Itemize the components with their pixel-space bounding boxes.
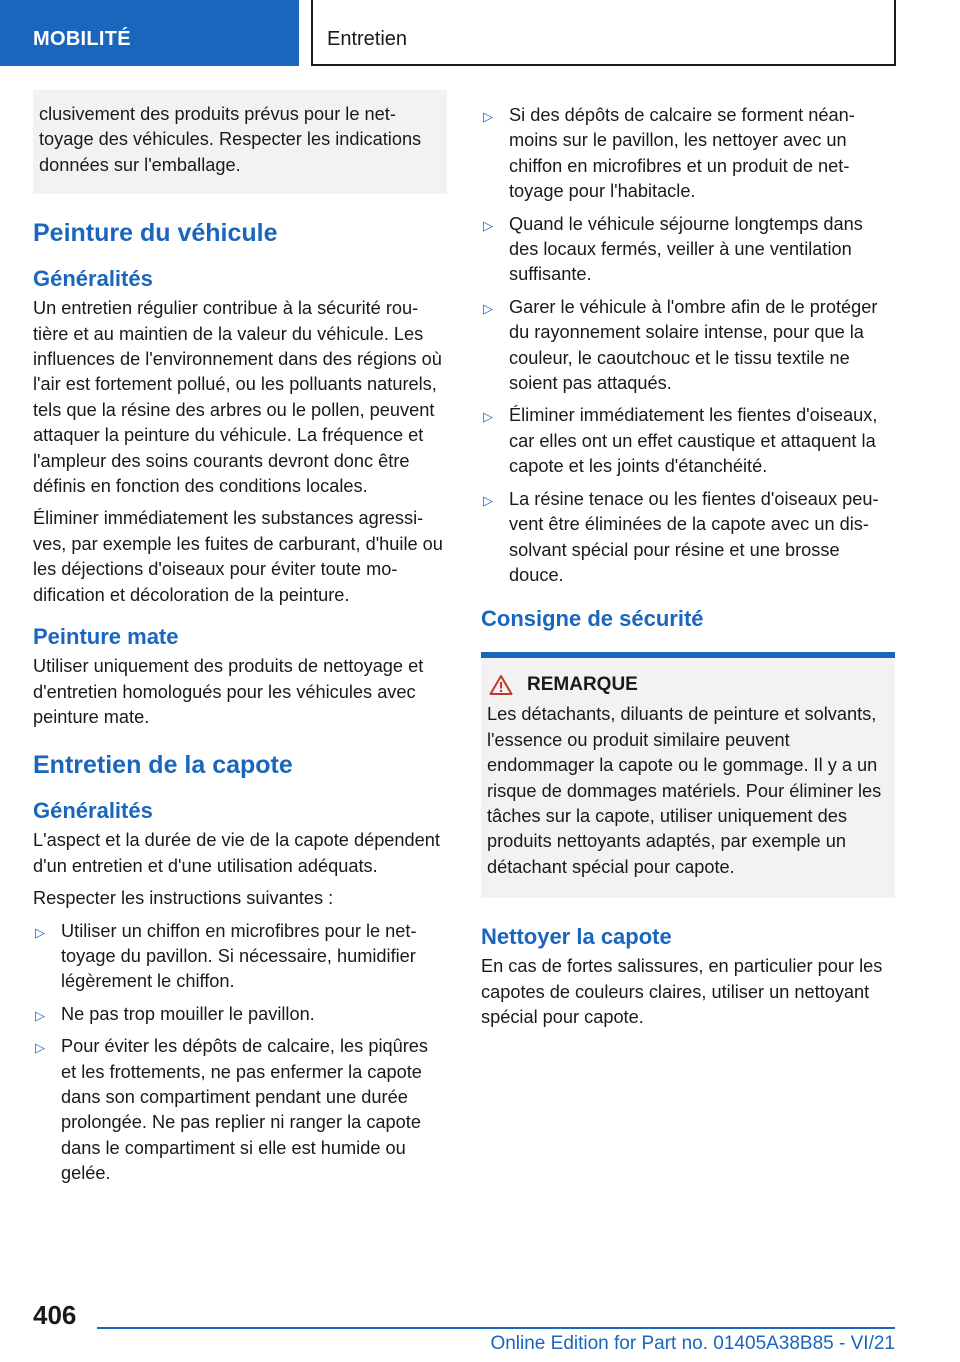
triangle-bullet-icon: ▷: [35, 1040, 45, 1056]
list-item: ▷ Quand le véhicule séjourne longtemps dans des locaux fermés, veiller à une ventilation suffisante.: [483, 213, 863, 285]
list-item: ▷ Pour éviter les dépôts de calcaire, les piqûres et les frottements, ne pas enfermer la capote dans son compartiment pendant une durée prolongée. Ne pas replier ni ranger la capote dans le compartiment si elle est humide ou gelée.: [35, 1036, 428, 1184]
heading-general-top: Généralités: [33, 798, 153, 824]
section-tab: [0, 0, 299, 66]
triangle-bullet-icon: ▷: [483, 409, 493, 425]
note-continuation-text: clusivement des produits prévus pour le nettoyage des véhicules. Respecter les indications données sur l'emballage.: [39, 104, 422, 175]
triangle-bullet-icon: ▷: [483, 492, 493, 508]
paragraph-paint-general: Un entretien régulier contribue à la sécurité routière et au maintien de la valeur du véhicule. Les influences de l'environnement dans des régions où l'air est fortement pollué, ou les polluants naturels, tels que la résine des arbres ou le pollen, peuvent attaquer la peinture du véhicule. La fréquence et l'ampleur des soins courants devront donc être définis en fonction des conditions locales.: [33, 298, 442, 497]
triangle-bullet-icon: ▷: [35, 924, 45, 940]
list-item: ▷ La résine tenace ou les fientes d'oiseaux peuvent être éliminées de la capote avec un dissolvant spécial pour résine et une brosse douce.: [483, 488, 879, 585]
list-item: ▷ Garer le véhicule à l'ombre afin de le protéger du rayonnement solaire intense, pour que la couleur, le caoutchouc et le tissu textile ne soient pas attaqués.: [483, 296, 878, 394]
heading-top-care: Entretien de la capote: [33, 751, 293, 780]
triangle-bullet-icon: ▷: [483, 217, 493, 233]
paragraph-top-general: L'aspect et la durée de vie de la capote dépendent d'un entretien et d'une utilisation adéquats.: [33, 830, 440, 876]
triangle-bullet-icon: ▷: [35, 1007, 45, 1023]
heading-matte-paint: Peinture mate: [33, 624, 179, 650]
page-number: 406: [33, 1300, 77, 1330]
heading-safety-notice: Consigne de sécurité: [481, 606, 704, 632]
heading-vehicle-paint: Peinture du véhicule: [33, 219, 278, 248]
triangle-bullet-icon: ▷: [483, 109, 493, 124]
paragraph-instructions: Respecter les instructions suivantes :: [33, 888, 334, 909]
heading-clean-top: Nettoyer la capote: [481, 924, 672, 950]
section-title: MOBILITÉ: [33, 28, 131, 50]
note-continuation: [33, 90, 447, 194]
left-bullet-list: [33, 919, 447, 1187]
right-bullet-list: [481, 103, 895, 588]
chapter-header: [311, 0, 896, 66]
list-item: ▷ Ne pas trop mouiller le pavillon.: [33, 1002, 447, 1027]
heading-general-paint: Généralités: [33, 266, 153, 292]
right-column: [481, 103, 895, 1037]
list-item: ▷ Utiliser un chiffon en microfibres pour le nettoyage du pavillon. Si nécessaire, humidifier légèrement le chiffon.: [35, 920, 417, 992]
list-item: ▷ Si des dépôts de calcaire se forment néanmoins sur le pavillon, les nettoyer avec un chiffon en microfibres et un produit de nettoyage pour l'habitacle.: [483, 105, 855, 202]
triangle-bullet-icon: ▷: [483, 300, 493, 316]
footer-divider: [97, 1327, 895, 1329]
paragraph-clean-top: En cas de fortes salissures, en particulier pour les capotes de couleurs claires, utiliser un nettoyant spécial pour capote.: [481, 956, 883, 1027]
warning-box: [481, 652, 895, 898]
warning-title: REMARQUE: [487, 674, 887, 696]
paragraph-matte-paint: Utiliser uniquement des produits de nettoyage et d'entretien homologués pour les véhicules avec peinture mate.: [33, 656, 424, 727]
warning-text: Les détachants, diluants de peinture et solvants, l'essence ou produit similaire peuvent endommager la capote ou le gommage. Il y a un risque de dommages matériels. Pour éliminer les tâches sur la capote, utiliser uniquement des produits nettoyants adaptés, par exemple un détachant spécial pour capote.: [487, 704, 882, 877]
list-item: ▷ Éliminer immédiatement les fientes d'oiseaux, car elles ont un effet caustique et attaquent la capote et les joints d'étanchéité.: [483, 405, 878, 477]
footer-edition: Online Edition for Part no. 01405A38B85 - VI/21: [490, 1333, 895, 1354]
warning-triangle-icon: [489, 674, 513, 696]
left-column: [33, 90, 447, 1194]
paragraph-paint-remove: Éliminer immédiatement les substances agressives, par exemple les fuites de carburant, d'huile ou les déjections d'oiseaux pour éviter toute modification et décoloration de la peinture.: [33, 508, 443, 605]
chapter-title: Entretien: [327, 28, 408, 50]
